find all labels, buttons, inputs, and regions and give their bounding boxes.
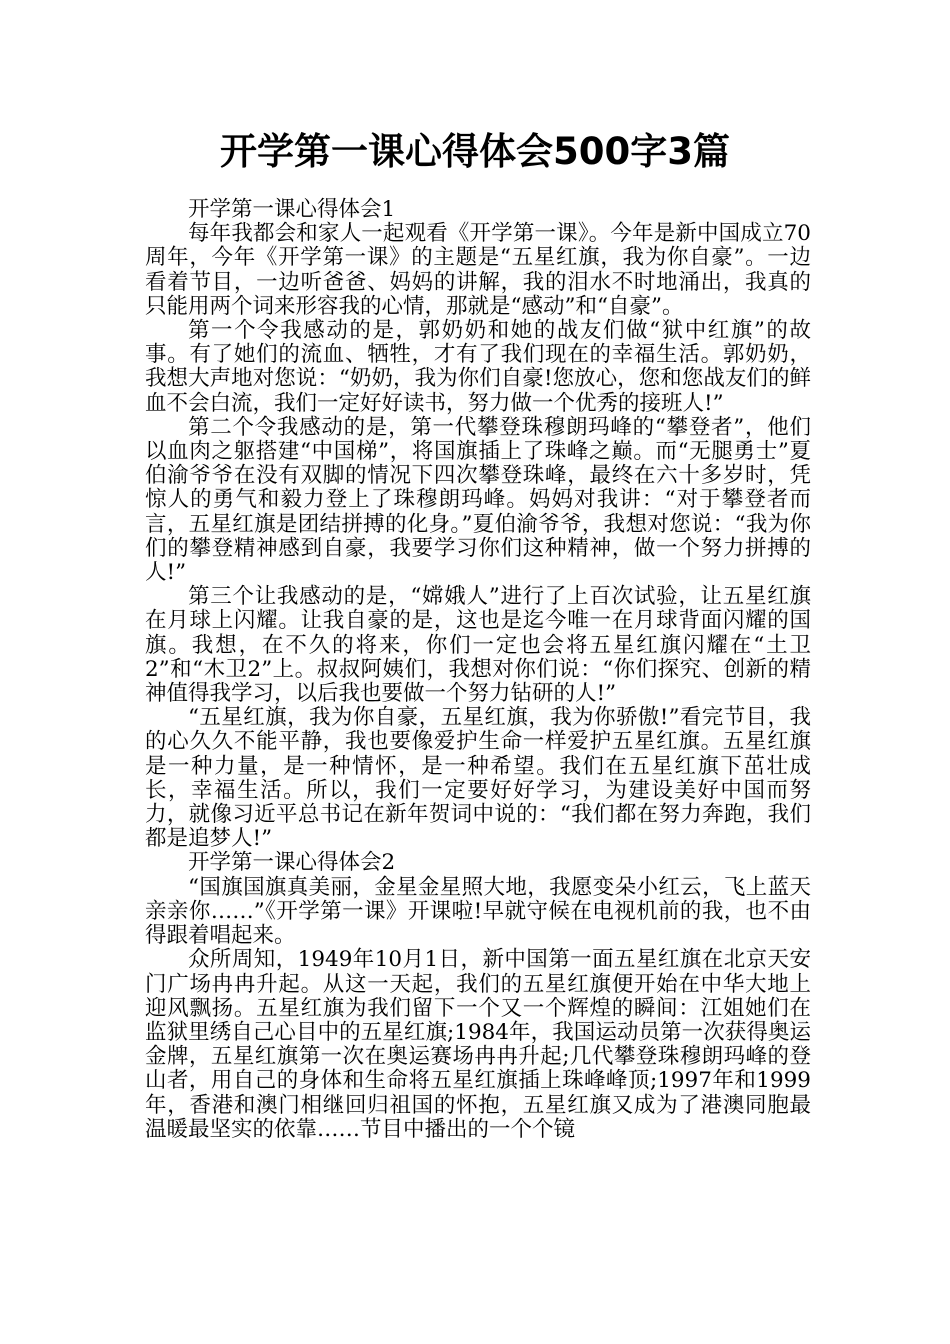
document-title: 开学第一课心得体会500字3篇: [220, 130, 730, 173]
paragraph: “五星红旗，我为你自豪，五星红旗，我为你骄傲!”看完节目，我的心久久不能平静，我也要像爱护生命一样爱护五星红旗。五星红旗是一种力量，是一种情怀，是一种希望。我们在五星红旗下茁壮成长，幸福生活。所以，我们一定要好好学习，为建设美好中国而努力，就像习近平总书记在新年贺词中说的：“我们都在努力奔跑，我们都是追梦人!”: [145, 705, 811, 852]
section-heading-2: 开学第一课心得体会2: [188, 850, 396, 876]
paragraph: “国旗国旗真美丽，金星金星照大地，我愿变朵小红云，飞上蓝天亲亲你……”《开学第一课》开课啦!早就守候在电视机前的我，也不由得跟着唱起来。: [145, 874, 811, 949]
document-body: [145, 198, 811, 1142]
paragraph: 第二个令我感动的是，第一代攀登珠穆朗玛峰的“攀登者”，他们以血肉之躯搭建“中国梯”，将国旗插上了珠峰之巅。而“无腿勇士”夏伯渝爷爷在没有双脚的情况下四次攀登珠峰，最终在六十多岁时，凭惊人的勇气和毅力登上了珠穆朗玛峰。妈妈对我讲：“对于攀登者而言，五星红旗是团结拼搏的化身。”夏伯渝爷爷，我想对您说：“我为你们的攀登精神感到自豪，我要学习你们这种精神，做一个努力拼搏的人!”: [145, 414, 811, 586]
paragraph: 第一个令我感动的是，郭奶奶和她的战友们做“狱中红旗”的故事。有了她们的流血、牺牲，才有了我们现在的幸福生活。郭奶奶，我想大声地对您说：“奶奶，我为你们自豪!您放心，您和您战友们的鲜血不会白流，我们一定好好读书，努力做一个优秀的接班人!”: [145, 318, 811, 416]
paragraph: 众所周知，1949年10月1日，新中国第一面五星红旗在北京天安门广场冉冉升起。从这一天起，我们的五星红旗便开始在中华大地上迎风飘扬。五星红旗为我们留下一个又一个辉煌的瞬间：江姐她们在监狱里绣自己心目中的五星红旗;1984年，我国运动员第一次获得奥运金牌，五星红旗第一次在奥运赛场冉冉升起;几代攀登珠穆朗玛峰的登山者，用自己的身体和生命将五星红旗插上珠峰峰顶;1997年和1999年，香港和澳门相继回归祖国的怀抱，五星红旗又成为了港澳同胞最温暖最坚实的依靠……节目中播出的一个个镜: [145, 947, 811, 1142]
paragraph: 第三个让我感动的是，“嫦娥人”进行了上百次试验，让五星红旗在月球上闪耀。让我自豪的是，这也是迄今唯一在月球背面闪耀的国旗。我想，在不久的将来，你们一定也会将五星红旗闪耀在“土卫2”和“木卫2”上。叔叔阿姨们，我想对你们说：“你们探究、创新的精神值得我学习，以后我也要做一个努力钻研的人!”: [145, 584, 811, 707]
paragraph: 每年我都会和家人一起观看《开学第一课》。今年是新中国成立70周年，今年《开学第一课》的主题是“五星红旗，我为你自豪”。一边看着节目，一边听爸爸、妈妈的讲解，我的泪水不时地涌出，我真的只能用两个词来形容我的心情，那就是“感动”和“自豪”。: [145, 221, 811, 319]
section-heading-1: 开学第一课心得体会1: [188, 197, 396, 222]
